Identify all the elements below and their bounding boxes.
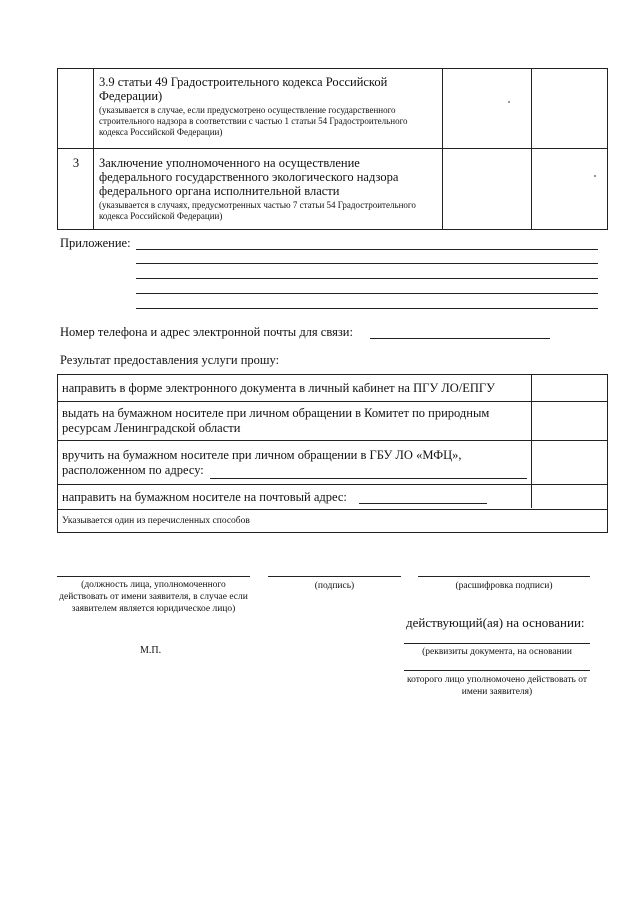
result-option-1-checkbox[interactable]: [532, 375, 607, 401]
doc-details-caption: (реквизиты документа, на основании: [422, 647, 572, 657]
result-label: Результат предоставления услуги прошу:: [60, 353, 280, 367]
decryption-caption: (расшифровка подписи): [455, 581, 553, 591]
table-col-divider: [442, 69, 443, 229]
doc-details-line-2[interactable]: [404, 670, 590, 671]
attachment-line[interactable]: [136, 293, 598, 294]
signature-line[interactable]: [268, 576, 401, 577]
result-options-table: [57, 374, 608, 533]
result-option-4-checkbox[interactable]: [532, 485, 607, 509]
table-row-divider: [58, 440, 607, 441]
table-row-divider: [58, 509, 607, 510]
decryption-line[interactable]: [418, 576, 590, 577]
table-row-title: Заключение уполномоченного на осуществление федерального государственного экологического надзора федерального органа исполнительной власти: [99, 156, 399, 198]
attachment-label: Приложение:: [60, 236, 131, 250]
attachment-line[interactable]: [136, 249, 598, 250]
result-option-3: вручить на бумажном носителе при личном обращении в ГБУ ЛО «МФЦ»,: [62, 448, 462, 462]
position-line[interactable]: [57, 576, 250, 577]
mfc-address-line[interactable]: [210, 478, 527, 479]
result-option-1: направить в форме электронного документа в личный кабинет на ПГУ ЛО/ЕПГУ: [62, 381, 496, 395]
doc-details-line[interactable]: [404, 643, 590, 644]
attachment-line[interactable]: [136, 278, 598, 279]
result-option-2-cont: ресурсам Ленинградской области: [62, 421, 241, 435]
table-row-title: 3.9 статьи 49 Градостроительного кодекса Российской Федерации): [99, 75, 388, 103]
attachment-line[interactable]: [136, 308, 598, 309]
table-col-divider: [93, 69, 94, 229]
scan-speck: [594, 175, 596, 177]
table-row-divider: [58, 148, 607, 149]
table-row-divider: [58, 484, 607, 485]
signature-caption: (подпись): [314, 581, 355, 591]
acting-basis-label: действующий(ая) на основании:: [406, 615, 585, 630]
authorized-caption: которого лицо уполномочено действовать от имени заявителя): [406, 675, 588, 697]
result-option-2: выдать на бумажном носителе при личном обращении в Комитет по природным: [62, 406, 490, 420]
postal-address-line[interactable]: [359, 503, 487, 504]
stamp-placeholder: М.П.: [140, 645, 162, 656]
result-option-3-checkbox[interactable]: [532, 441, 607, 484]
position-caption: (должность лица, уполномоченного действовать от имени заявителя, в случае если заявителем является юридическое лицо): [59, 580, 248, 614]
table-row-divider: [58, 401, 607, 402]
table-row-note: (указывается в случае, если предусмотрено осуществление государственного строительного надзора в соответствии с частью 1 статьи 54 Градостроительного кодекса Российской Федерации): [99, 105, 408, 137]
result-option-3-cont: расположенном по адресу:: [62, 463, 204, 477]
table-row-number: 3: [72, 156, 80, 170]
documents-table: [57, 68, 608, 230]
table-col-divider: [531, 69, 532, 229]
table-row-note: (указывается в случаях, предусмотренных частью 7 статьи 54 Градостроительного кодекса Российской Федерации): [99, 200, 416, 221]
attachment-line[interactable]: [136, 263, 598, 264]
result-option-4: направить на бумажном носителе на почтовый адрес:: [62, 490, 347, 504]
result-note: Указывается один из перечисленных способов: [62, 516, 250, 526]
result-option-2-checkbox[interactable]: [532, 402, 607, 440]
scan-speck: [508, 101, 510, 103]
contact-field-line[interactable]: [370, 338, 550, 339]
contact-label: Номер телефона и адрес электронной почты для связи:: [60, 325, 353, 339]
